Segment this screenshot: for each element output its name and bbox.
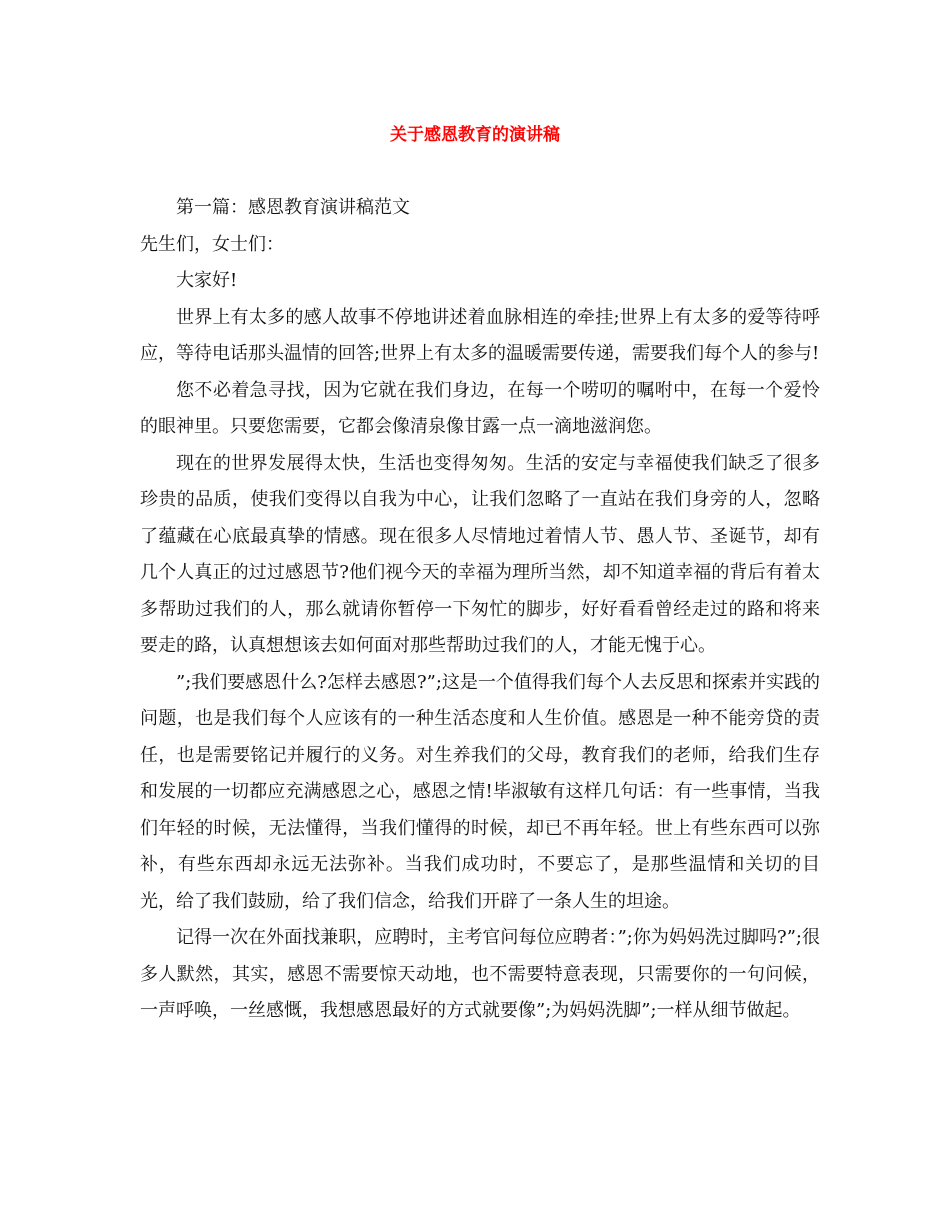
- paragraph: 现在的世界发展得太快，生活也变得匆匆。生活的安定与幸福使我们缺乏了很多珍贵的品质，使我们变得以自我为中心，让我们忽略了一直站在我们身旁的人，忽略了蕴藏在心底最真挚的情感。现在很多人尽情地过着情人节、愚人节、圣诞节，却有几个人真正的过过感恩节?他们视今天的幸福为理所当然，却不知道幸福的背后有着太多帮助过我们的人，那么就请你暂停一下匆忙的脚步，好好看看曾经走过的路和将来要走的路，认真想想该去如何面对那些帮助过我们的人，才能无愧于心。: [140, 452, 820, 656]
- document-body: [140, 190, 820, 1030]
- paragraph: ”;我们要感恩什么?怎样去感恩?”;这是一个值得我们每个人去反思和探索并实践的问题，也是我们每个人应该有的一种生活态度和人生价值。感恩是一种不能旁贷的责任，也是需要铭记并履行的义务。对生养我们的父母，教育我们的老师，给我们生存和发展的一切都应充满感恩之心，感恩之情!毕淑敏有这样几句话：有一些事情，当我们年轻的时候，无法懂得，当我们懂得的时候，却已不再年轻。世上有些东西可以弥补，有些东西却永远无法弥补。当我们成功时，不要忘了，是那些温情和关切的目光，给了我们鼓励，给了我们信念，给我们开辟了一条人生的坦途。: [140, 671, 820, 912]
- paragraph: 您不必着急寻找，因为它就在我们身边，在每一个唠叨的嘱咐中，在每一个爱怜的眼神里。只要您需要，它都会像清泉像甘露一点一滴地滋润您。: [140, 379, 820, 437]
- paragraph: 先生们，女士们：: [140, 233, 284, 255]
- document-title: 关于感恩教育的演讲稿: [390, 125, 560, 145]
- paragraph: 世界上有太多的感人故事不停地讲述着血脉相连的牵挂;世界上有太多的爱等待呼应，等待电话那头温情的回答;世界上有太多的温暖需要传递，需要我们每个人的参与!: [140, 306, 820, 364]
- paragraph: 大家好!: [176, 270, 238, 291]
- paragraph: 第一篇：感恩教育演讲稿范文: [176, 197, 410, 218]
- paragraph: 记得一次在外面找兼职，应聘时，主考官问每位应聘者：”;你为妈妈洗过脚吗?”;很多人默然，其实，感恩不需要惊天动地，也不需要特意表现，只需要你的一句问候，一声呼唤，一丝感慨，我想感恩最好的方式就要像”;为妈妈洗脚”;一样从细节做起。: [140, 927, 820, 1021]
